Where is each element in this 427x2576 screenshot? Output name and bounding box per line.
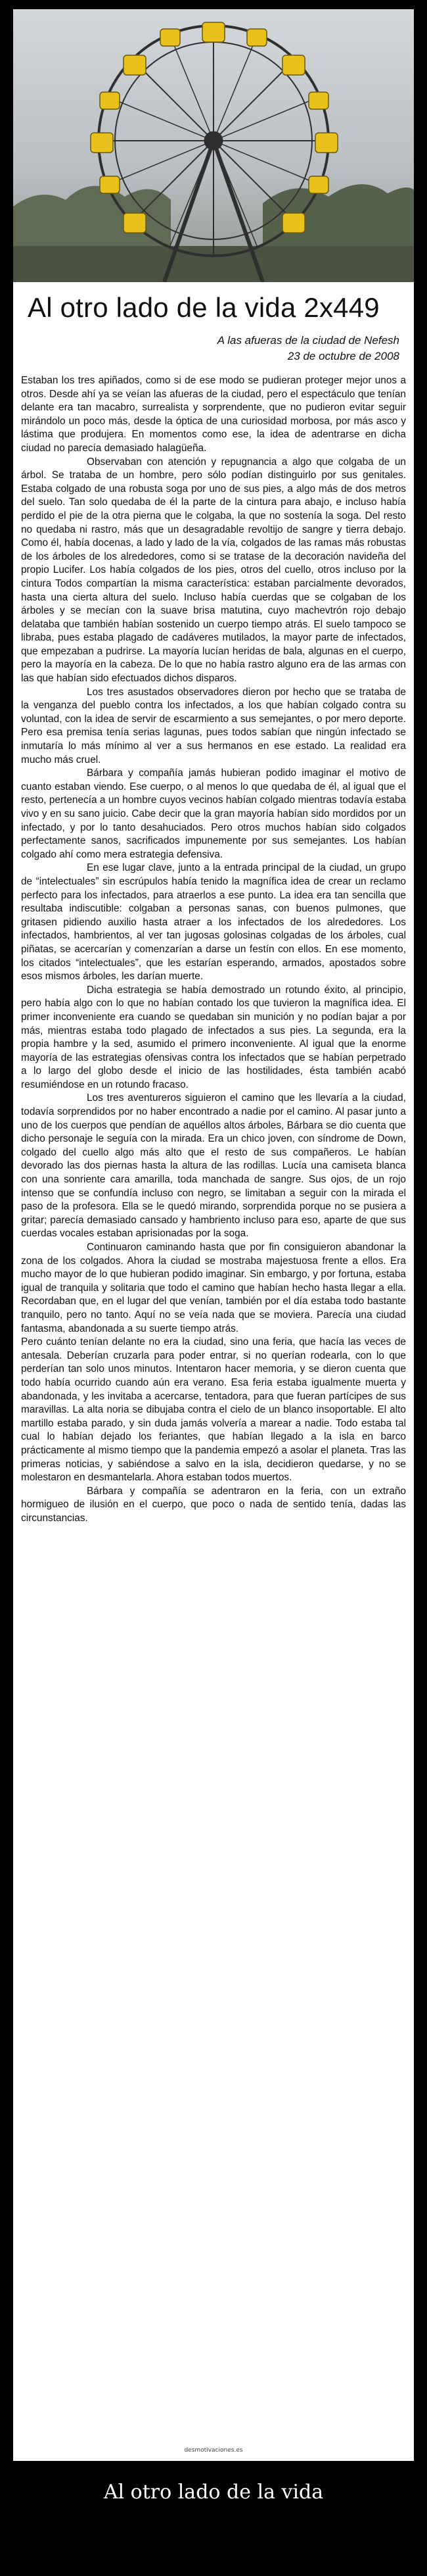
story-title: Al otro lado de la vida 2x449 — [28, 292, 380, 323]
story-paragraph: Observaban con atención y repugnancia a algo que colgaba de un árbol. Se trataba de un hombre, pero sólo podían distinguirlo por sus genitales. Estaba colgado de una robusta soga por uno de sus pies, a algo más de dos metros del suelo. Tan solo quedaba de él la parte de la cintura para abajo, e incluso había perdido el pie de la otra pierna que le colgaba, la que no sostenía la soga. Del resto no quedaba ni rastro, más que un desagradable revoltijo de sangre y tierra debajo. Como él, había docenas, a lado y lado de la vía, colgados de las ramas más robustas de los árboles de los alrededores, como si se tratase de la decoración navideña del propio Lucifer. Los había colgados de los pies, otros del cuello, otros incluso por la cintura Todos compartían la misma característica: estaban parcialmente devorados, hasta una cierta altura del suelo. Incluso había cuerdas que se colgaban de los árboles y se mecían con la suave brisa matutina, cuyo machevtrón rojo debajo delataba que también habían sostenido un cuerpo tiempo atrás. El suelo tampoco se libraba, pues estaba plagado de cadáveres mutilados, la mayor parte de infectados, que empezaban a pudrirse. La mayoría lucían heridas de bala, algunas en el cuerpo, pero la mayoría en la cabeza. De lo que no había rastro alguno era de las armas con las que habían sido efectuados dichos disparos. — [21, 456, 406, 685]
story-paragraph: Dicha estrategia se había demostrado un rotundo éxito, al principio, pero había algo con lo que no habían contado los que tuvieron la magnífica idea. El primer inconveniente era cuando se quedaban sin munición y no podían bajar a por más, mientras estaba todo plagado de infectados a sus pies. La segunda, era la propia hambre y la sed, asumido el primero inconveniente. Al igual que la enorme mayoría de las estrategias ofensivas contra los infectados que se habían perpetrado a lo largo del globo desde el inicio de las hostilidades, ésta también acabó resumiéndose en un rotundo fracaso. — [21, 984, 406, 1090]
story-paragraph: Estaban los tres apiñados, como si de ese modo se pudieran proteger mejor unos a otros. Desde ahí ya se veían las afueras de la ciudad, pero el espectáculo que tenían delante era tan macabro, surrealista y sorprendente, que no pudieron evitar seguir mirándolo un poco más, desde la óptica de una curiosidad morbosa, por más asco y lástima que produjera. En momentos como ese, la idea de adentrarse en dicha ciudad no parecía demasiado halagüeña. — [21, 375, 406, 454]
story-paragraph: Bárbara y compañía jamás hubieran podido imaginar el motivo de cuanto estaban viendo. Ese cuerpo, o al menos lo que quedaba de él, al igual que el resto, pertenecía a un hombre cuyos vecinos habían colgado mientras todavía estaba vivo y en su sano juicio. Cabe decir que la gran mayoría habían sido mordidos por un infectado, y por lo tanto desahuciados. Pero otros muchos habían sido colgados perfectamente sanos, sacrificados impunemente por sus semejantes. Los habían colgado ahí como mera estrategia defensiva. — [21, 767, 406, 860]
watermark: desmotivaciones.es — [184, 2447, 243, 2454]
story-body — [21, 374, 406, 1525]
ferris-wheel-illustration — [13, 9, 414, 282]
story-paragraph: Pero cuánto tenían delante no era la ciudad, sino una feria, que hacía las veces de antesala. Deberían cruzarla para poder entrar, si no querían rodearla, con lo que perderían tan solo unos minutos. Intentaron hacer memoria, y se dieron cuenta que todo había ocurrido cuando aún era verano. Esa feria estaba igualmente muerta y abandonada, y les invitaba a acercarse, tentadora, para que fueran partícipes de sus maravillas. La alta noria se dibujaba contra el cielo de un blanco insoportable. El alto martillo estaba parado, y sin duda jamás volvería a marear a nadie. Todo estaba tal cual lo habían dejado los feriantes, que habían llegado a la isla en barco prácticamente al mismo tiempo que la pandemia empezó a asolar el planeta. Tras las primeras noticias, y sabiéndose a salvo en la isla, decidieron quedarse, y no se molestaron en desmantelarla. Ahora estaban todos muertos. — [21, 1336, 406, 1484]
story-paragraph: Bárbara y compañía se adentraron en la feria, con un extraño hormigueo de ilusión en el cuerpo, que poco o nada de sentido tenía, dadas las circunstancias. — [21, 1485, 406, 1524]
story-paragraph: Los tres aventureros siguieron el camino que les llevaría a la ciudad, todavía sorprendidos por no haber encontrado a nadie por el camino. Al pasar junto a uno de los cuerpos que pendían de aquéllos altos árboles, Bárbara se dio cuenta que dicho personaje le seguía con la mirada. Era un chico joven, con síndrome de Down, colgado del cuello algo más alto que el resto de sus compañeros. Le habían devorado las dos piernas hasta la altura de las rodillas. Lucía una camiseta blanca con una sonriente cara amarilla, toda manchada de sangre. Sus ojos, de un rojo intenso que se confundía incluso con negro, se limitaban a seguir con la mirada el paso de la profesora. Ella se le quedó mirando, sorprendida porque no se pusiera a gritar; parecía demasiado cansado y hambriento incluso para eso, aparte de que sus cuerdas vocales estaban aprisionadas por la soga. — [21, 1092, 406, 1240]
poster-card — [13, 9, 414, 2461]
poster-caption: Al otro lado de la vida — [103, 2481, 324, 2504]
story-paragraph: Continuaron caminando hasta que por fin consiguieron abandonar la zona de los colgados. Ahora la ciudad se mostraba majestuosa frente a ellos. Era mucho mayor de lo que hubieran podido imaginar. Sin embargo, y por fortuna, estaba igual de tranquila y solitaria que todo el camino que habían hecho hasta llegar a ella. Recordaban que, en el lugar del que venían, también por el día estaba todo bastante tranquilo, pero no tanto. Aquí no se veía nada que se moviera. Parecía una ciudad fantasma, abandonada a su suerte tiempo atrás. — [21, 1242, 406, 1334]
ferris-wheel-photo — [13, 9, 414, 282]
story-paragraph: Los tres asustados observadores dieron por hecho que se trataba de la venganza del pueblo contra los infectados, a los que habían colgado contra su voluntad, con la idea de servir de escarmiento a sus semejantes, o por mero deporte. Pero esa premisa tenía serias lagunas, pues todos sabían que ningún infectado se inmutaría lo más mínimo al ver a sus hermanos en ese estado. La realidad era mucho más cruel. — [21, 686, 406, 766]
story-date: 23 de octubre de 2008 — [287, 350, 399, 362]
story-paragraph: En ese lugar clave, junto a la entrada principal de la ciudad, un grupo de “intelectuales” sin escrúpulos había tenido la magnífica idea de crear un reclamo perfecto para los infectados, para atraerlos a ese punto. La idea era tan sencilla que resultaba indiscutible: colgaban a personas sanas, con buenos pulmones, que gritasen pidiendo auxilio hasta atraer a los infectados de los alrededores. Los infectados, hambrientos, al ver tan jugosas golosinas colgadas de los árboles, cual piñatas, se acercarían y comenzarían a darse un festín con ellos. En ese momento, los citados “intelectuales”, que les estarían esperando, armados, apostados sobre esos mismos árboles, les darían muerte. — [21, 862, 406, 983]
story-location: A las afueras de la ciudad de Nefesh — [217, 334, 399, 347]
